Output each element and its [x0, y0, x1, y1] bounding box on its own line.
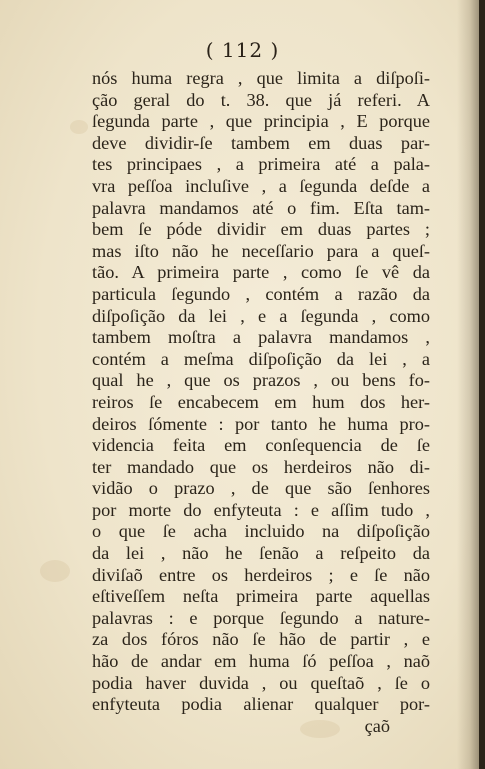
text-line: qual he , que os prazos , ou bens fo- — [92, 370, 430, 391]
text-line: vidão o prazo , de que são ſenhores — [92, 478, 430, 499]
text-line: diſpoſição da lei , e a ſegunda , como — [92, 305, 430, 326]
page-edge — [479, 0, 485, 769]
text-line: vra peſſoa incluſive , a ſegunda deſde a — [92, 175, 430, 196]
text-line: eſtiveſſem neſta primeira parte aquellas — [92, 586, 430, 607]
text-line: reiros ſe encabecem em hum dos her- — [92, 391, 430, 412]
page-number: ( 112 ) — [205, 38, 280, 62]
paper-stain — [70, 120, 88, 134]
text-line: tão. A primeira parte , como ſe vê da — [92, 262, 430, 283]
text-line: deiros ſómente : por tanto he huma pro- — [92, 413, 430, 434]
text-line: mas iſto não he neceſſario para a queſ- — [92, 240, 430, 261]
text-line: da lei , não he ſenão a reſpeito da — [92, 543, 430, 564]
body-text — [92, 68, 430, 737]
text-line: deve dividir-ſe tambem em duas par- — [92, 132, 430, 153]
text-line: za dos fóros não ſe hão de partir , e — [92, 629, 430, 650]
text-line: tes principaes , a primeira até a pala- — [92, 154, 430, 175]
text-line: contém a meſma diſpoſição da lei , a — [92, 348, 430, 369]
text-line: podia haver duvida , ou queſtaõ , ſe o — [92, 672, 430, 693]
text-line: ter mandado que os herdeiros não di- — [92, 456, 430, 477]
text-line: videncia feita em conſequencia de ſe — [92, 435, 430, 456]
text-line: palavra mandamos até o fim. Eſta tam- — [92, 197, 430, 218]
text-line: enfyteuta podia alienar qualquer por- — [92, 694, 430, 715]
text-line: tambem moſtra a palavra mandamos , — [92, 327, 430, 348]
text-line: nós huma regra , que limita a diſpoſi- — [92, 68, 430, 88]
text-line: por morte do enfyteuta : e aſſim tudo , — [92, 499, 430, 520]
text-line: ſegunda parte , que principia , E porque — [92, 111, 430, 132]
text-line: ção geral do t. 38. que já referi. A — [92, 89, 430, 110]
text-line: o que ſe acha incluido na diſpoſição — [92, 521, 430, 542]
text-line: palavras : e porque ſegundo a nature- — [92, 607, 430, 628]
text-line: particula ſegundo , contém a razão da — [92, 283, 430, 304]
paper-stain — [40, 560, 70, 582]
catchword: çaõ — [364, 715, 390, 736]
text-line: bem ſe póde dividir em duas partes ; — [92, 219, 430, 240]
text-line: hão de andar em huma ſó peſſoa , naõ — [92, 651, 430, 672]
text-line: diviſaõ entre os herdeiros ; e ſe não — [92, 564, 430, 585]
